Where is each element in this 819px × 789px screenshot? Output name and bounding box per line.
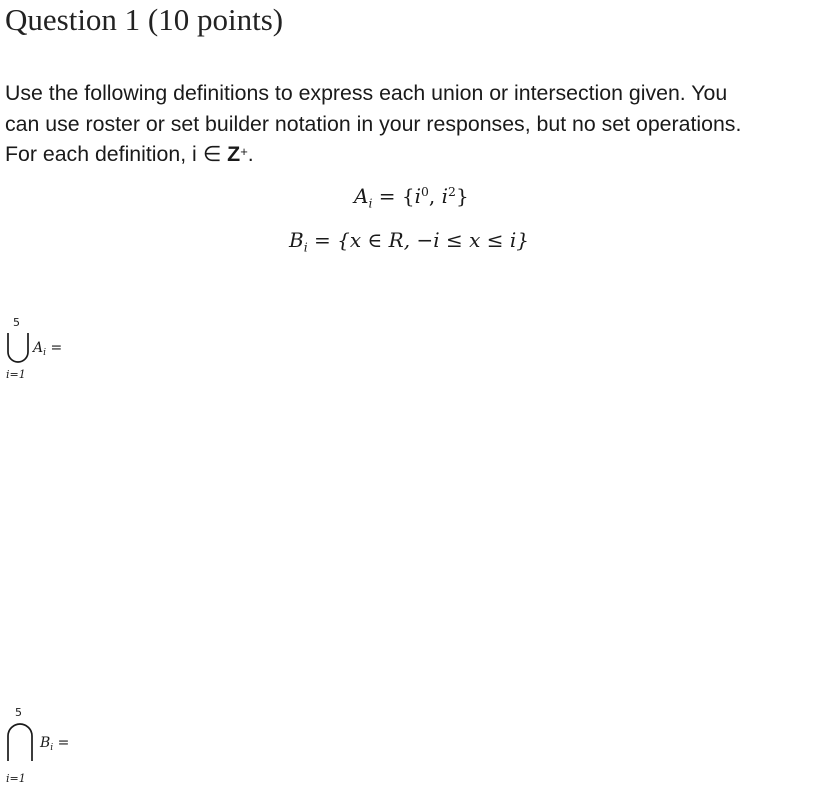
definition-b-symbol: B bbox=[289, 228, 304, 252]
intersection-term-symbol: B bbox=[40, 735, 51, 751]
union-term bbox=[33, 340, 62, 358]
definition-b-subscript: i bbox=[303, 239, 308, 255]
big-union-icon bbox=[5, 332, 31, 364]
definition-b bbox=[289, 228, 529, 254]
instructions bbox=[5, 78, 817, 170]
instructions-line-2: can use roster or set builder notation in your responses, but no set operations. bbox=[5, 111, 742, 136]
union-upper-limit: 5 bbox=[13, 316, 20, 329]
definition-a-close: } bbox=[455, 184, 469, 208]
definition-a-i1: i bbox=[414, 184, 422, 208]
intersection-equals: = bbox=[53, 735, 70, 751]
intersection-term-subscript: i bbox=[50, 743, 54, 754]
intersection-lower-limit: i=1 bbox=[6, 772, 26, 785]
positive-superscript: + bbox=[240, 144, 248, 159]
question-title: Question 1 (10 points) bbox=[5, 2, 284, 37]
instructions-line-1: Use the following definitions to express each union or intersection given. You bbox=[5, 81, 728, 105]
union-term-subscript: i bbox=[43, 348, 47, 359]
definition-a-exp1: 0 bbox=[421, 184, 429, 200]
instructions-line-3-prefix: For each definition, i ∈ bbox=[5, 142, 228, 166]
instructions-line-3 bbox=[5, 139, 817, 170]
instructions-line-3-suffix: . bbox=[247, 142, 254, 166]
big-intersection-icon bbox=[5, 722, 35, 762]
definition-a-equals-open: = { bbox=[372, 184, 415, 208]
definition-b-rhs: = {x ∈ R, −i ≤ x ≤ i} bbox=[307, 228, 529, 252]
union-equals: = bbox=[46, 340, 63, 356]
definition-a-subscript: i bbox=[368, 195, 373, 211]
definition-a-symbol: A bbox=[354, 184, 369, 208]
intersection-term bbox=[40, 735, 69, 753]
union-lower-limit: i=1 bbox=[6, 368, 26, 381]
definition-a-exp2: 2 bbox=[448, 184, 456, 200]
definition-a bbox=[354, 184, 469, 210]
union-term-symbol: A bbox=[33, 340, 44, 356]
intersection-upper-limit: 5 bbox=[15, 706, 22, 719]
integers-symbol: Z bbox=[227, 142, 241, 166]
definition-a-i2: i bbox=[441, 184, 449, 208]
definition-a-comma: , bbox=[428, 184, 442, 208]
